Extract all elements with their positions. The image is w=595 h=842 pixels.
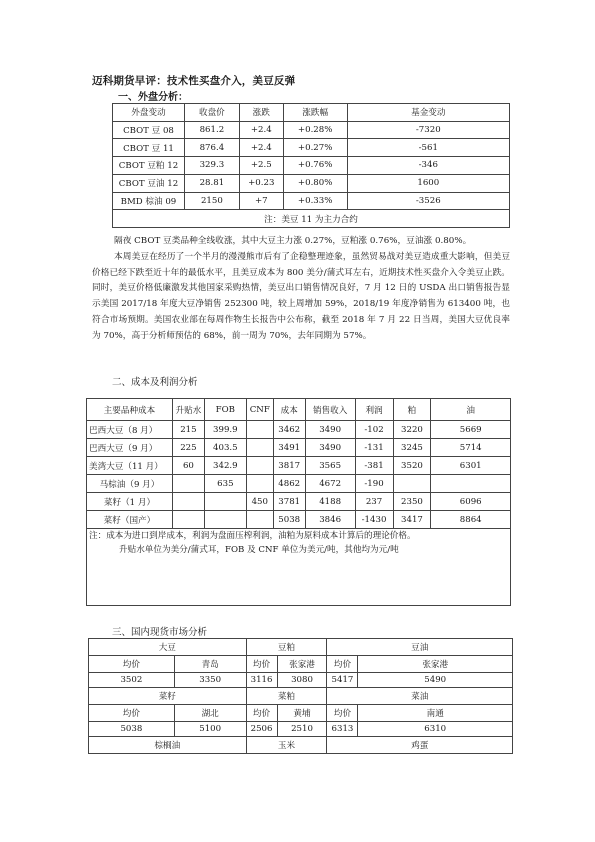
table-cell: 403.5 [204,439,246,457]
table-row [87,511,511,529]
table-cell: 3491 [273,439,305,457]
table-cell: 3490 [305,439,355,457]
header-cell: 利润 [355,399,393,421]
paragraph: 隔夜 CBOT 豆类品种全线收涨，其中大豆主力涨 0.27%，豆粕涨 0.76%，豆油涨 0.80%。 [114,236,472,246]
table-cell: 3116 [246,673,277,688]
sub-header: 均价 [246,656,277,673]
sub-header: 张家港 [277,656,327,673]
table-row [113,139,510,157]
table-note-row [113,210,510,228]
table-cell: 5714 [431,439,511,457]
group-header: 鸡蛋 [327,736,513,753]
header-cell: 油 [431,399,511,421]
table-row [113,121,510,139]
sub-header: 湖北 [174,705,246,722]
table-cell: -346 [347,157,509,175]
table-cell: -1430 [355,511,393,529]
note-line: 注：成本为进口到岸成本，利润为盘面压榨利润，油粕为原料成本计算后的理论价格。 [89,531,416,541]
table-row [87,439,511,457]
table-cell: 5417 [327,673,358,688]
table-cell: 3220 [393,421,431,439]
table-cell: 3490 [305,421,355,439]
table-cell: 巴西大豆（8 月） [87,421,173,439]
table-cell: 6301 [431,457,511,475]
group-header-row [89,687,513,704]
table-cell: 2510 [277,722,327,737]
table-note [87,529,511,606]
table-cell: 60 [172,457,204,475]
table-cell: 876.4 [184,139,239,157]
external-market-table [112,103,510,228]
table-cell: 6310 [358,722,513,737]
sub-header: 南通 [358,705,513,722]
table-cell: +2.4 [239,139,283,157]
table-cell: +2.4 [239,121,283,139]
table-cell: 6096 [431,493,511,511]
table-cell: 237 [355,493,393,511]
group-header: 豆粕 [246,639,327,656]
paragraph: 本周美豆在经历了一个半月的漫漫熊市后有了企稳整理迹象，虽然贸易战对美豆造成重大影响，但美豆价格已经下跌至近十年的最低水平，且美豆成本为 800 美分/蒲式耳左右，近期技术性买盘介入令美豆止跌。同时，美豆价格低廉激发其他国家采购热情，美豆出口销售情况良好，7 月 12 日的 USDA 出口销售报告显示美国 2017/18 年度大豆净销售 252300 吨，较上周增加 59%，2018/19 年度净销售为 613400 吨，也符合市场预期。美国农业部在每周作物生长报告中公布称，截至 2018 年 7 月 22 日当周，美国大豆优良率为 70%，高于分析师预估的 68%，前一周为 70%，去年同期为 57%。 [92,251,510,341]
table-cell [172,493,204,511]
table-cell: CBOT 豆 11 [113,139,185,157]
table-cell: 巴西大豆（9 月） [87,439,173,457]
table-cell [246,439,273,457]
table-row [89,722,513,737]
sub-header: 均价 [89,705,175,722]
table-note-row [87,529,511,606]
group-header-row [89,639,513,656]
table-header-row [113,104,510,122]
table-row [113,192,510,210]
sub-header: 黄埔 [277,705,327,722]
cost-profit-table [86,398,511,606]
table-note: 注：美豆 11 为主力合约 [113,210,510,228]
sub-header: 均价 [327,656,358,673]
table-cell [393,475,431,493]
header-cell: 涨跌 [239,104,283,122]
table-cell: -3526 [347,192,509,210]
table-row [89,673,513,688]
header-cell: 成本 [273,399,305,421]
table-cell: 5038 [89,722,175,737]
group-header: 豆油 [327,639,513,656]
table-cell: 3502 [89,673,175,688]
table-row [87,457,511,475]
table-cell [204,493,246,511]
table-cell: 3520 [393,457,431,475]
section2-heading: 二、成本及利润分析 [112,377,198,388]
table-row [113,157,510,175]
table-cell: 5490 [358,673,513,688]
sub-header: 青岛 [174,656,246,673]
table-cell: 5038 [273,511,305,529]
table-cell: 861.2 [184,121,239,139]
table-cell: 3817 [273,457,305,475]
table-cell: 3565 [305,457,355,475]
spot-market-table [88,638,513,754]
header-cell: 收盘价 [184,104,239,122]
table-cell: 3417 [393,511,431,529]
table-cell: 6313 [327,722,358,737]
table-cell: +0.23 [239,174,283,192]
table-row [87,421,511,439]
section1-heading: 一、外盘分析： [118,92,188,103]
table-cell: 2350 [393,493,431,511]
table-cell: 5669 [431,421,511,439]
sub-header-row [89,656,513,673]
group-header: 菜籽 [89,687,247,704]
header-cell: 涨跌幅 [283,104,347,122]
table-cell: +0.28% [283,121,347,139]
table-row [87,475,511,493]
table-cell: 28.81 [184,174,239,192]
table-cell: -102 [355,421,393,439]
table-cell: 3080 [277,673,327,688]
table-cell: +0.80% [283,174,347,192]
table-cell: 3245 [393,439,431,457]
table-cell: 马棕油（9 月） [87,475,173,493]
table-cell: +0.33% [283,192,347,210]
table-cell: 菜籽（国产） [87,511,173,529]
header-cell: 主要品种成本 [87,399,173,421]
table-cell: 329.3 [184,157,239,175]
header-cell: FOB [204,399,246,421]
table-cell: 美湾大豆（11 月） [87,457,173,475]
table-cell [431,475,511,493]
table-cell: 2506 [246,722,277,737]
sub-header: 均价 [246,705,277,722]
table-row [113,174,510,192]
table-cell: -561 [347,139,509,157]
table-cell: +0.76% [283,157,347,175]
table-cell: CBOT 豆 08 [113,121,185,139]
table-cell: 5100 [174,722,246,737]
table-cell [172,475,204,493]
table-cell: 8864 [431,511,511,529]
table-cell: 3781 [273,493,305,511]
table-cell [246,457,273,475]
section3-heading: 三、国内现货市场分析 [112,627,208,638]
table-cell: 4862 [273,475,305,493]
sub-header: 均价 [327,705,358,722]
table-cell: +0.27% [283,139,347,157]
group-header-row [89,736,513,753]
table-cell: 3350 [174,673,246,688]
header-cell: 销售收入 [305,399,355,421]
group-header: 菜油 [327,687,513,704]
group-header: 玉米 [246,736,327,753]
table-cell: 225 [172,439,204,457]
table-cell: -190 [355,475,393,493]
sub-header-row [89,705,513,722]
table-cell [246,475,273,493]
table-cell: CBOT 豆油 12 [113,174,185,192]
header-cell: CNF [246,399,273,421]
table-cell: 3846 [305,511,355,529]
table-cell [246,421,273,439]
table-cell: 635 [204,475,246,493]
document-title: 迈科期货早评：技术性买盘介入，美豆反弹 [92,75,296,87]
table-row [87,493,511,511]
table-cell: BMD 棕油 09 [113,192,185,210]
table-cell [172,511,204,529]
group-header: 菜粕 [246,687,327,704]
table-cell: 4188 [305,493,355,511]
header-cell: 粕 [393,399,431,421]
table-cell: 342.9 [204,457,246,475]
table-cell: -7320 [347,121,509,139]
table-cell: -381 [355,457,393,475]
group-header: 棕榈油 [89,736,247,753]
table-cell: +2.5 [239,157,283,175]
table-cell: 1600 [347,174,509,192]
table-cell: -131 [355,439,393,457]
group-header: 大豆 [89,639,247,656]
table-cell: 菜籽（1 月） [87,493,173,511]
header-cell: 基金变动 [347,104,509,122]
table-cell: +7 [239,192,283,210]
analysis-text [92,234,510,345]
header-cell: 外盘变动 [113,104,185,122]
table-cell: 3462 [273,421,305,439]
header-cell: 升贴水 [172,399,204,421]
sub-header: 均价 [89,656,175,673]
table-cell: 4672 [305,475,355,493]
table-cell: 215 [172,421,204,439]
table-header-row [87,399,511,421]
table-cell: 399.9 [204,421,246,439]
sub-header: 张家港 [358,656,513,673]
note-line: 升贴水单位为美分/蒲式耳，FOB 及 CNF 单位为美元/吨，其他均为元/吨 [119,545,399,555]
table-cell: CBOT 豆粕 12 [113,157,185,175]
table-cell [246,511,273,529]
table-cell [204,511,246,529]
table-cell: 450 [246,493,273,511]
table-cell: 2150 [184,192,239,210]
